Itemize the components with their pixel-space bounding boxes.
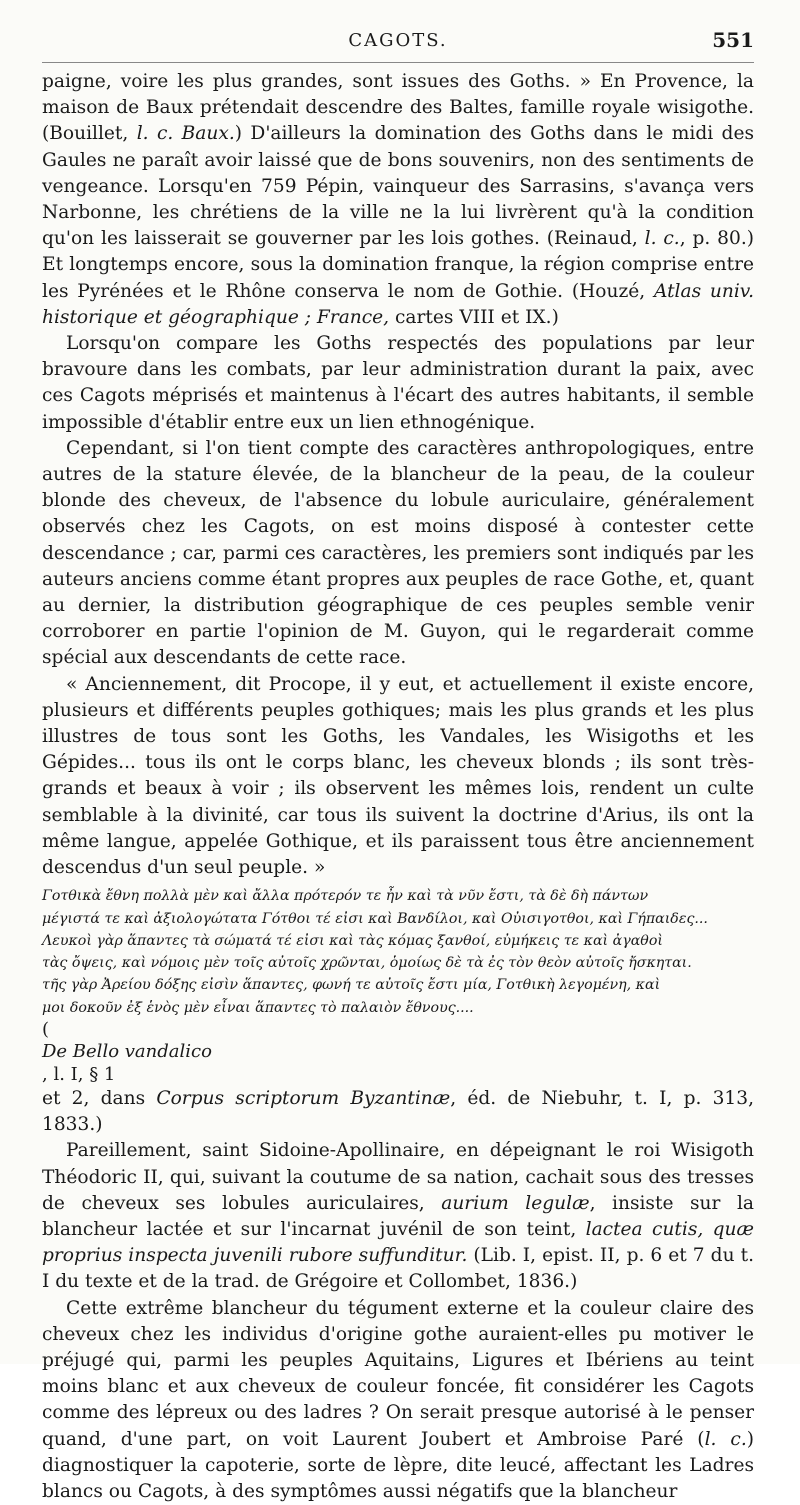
paragraph-6-text-b: ) diagnostiquer la capoterie, sorte de lèpre, dite leucé, affectant les Ladres blancs ou Cagots, à des symptômes aussi négatifs que la blancheur bbox=[42, 1428, 754, 1503]
running-head bbox=[42, 28, 754, 63]
paragraph-5-text-b: , insiste sur la blancheur lactée et sur l'incarnat juvénil de son teint, bbox=[42, 1192, 754, 1240]
page-title: CAGOTS. bbox=[348, 30, 448, 51]
greek-line-5: τῆς γὰρ Ἀρείου δόξης εἰσὶν ἅπαντες, φωνή τε αὐτοῖς ἔστι μία, Γοτθικὴ λεγομένη, καὶ bbox=[42, 977, 661, 994]
paragraph-4-quote: « Anciennement, dit Procope, il y eut, et actuellement il existe encore, plusieurs et différents peuples gothiques; mais les plus grands et les plus illustres de tous sont les Goths, les Vandales, les Wisigoths et les Gépides... tous ils ont le corps blanc, les cheveux blonds ; ils sont très-grands et beaux à voir ; ils observent les mêmes lois, rendent un culte semblable à la divinité, car tous ils suivent la doctrine d'Arius, ils ont la même langue, appelée Gothique, et ils paraissent tous être anciennement descendus d'un seul peuple. » bbox=[42, 673, 754, 879]
paragraph-1-text-a: paigne, voire les plus grandes, sont issues des Goths. » En Provence, la maison de Baux prétendait descendre des Baltes, famille royale wisigothe. (Bouillet, bbox=[42, 71, 754, 145]
paragraph-3: Cependant, si l'on tient compte des caractères anthropologiques, entre autres de la stature élevée, de la blancheur de la peau, de la couleur blonde des cheveux, de l'absence du lobule auriculaire, généralement observés chez les Cagots, on est moins disposé à contester cette descendance ; car, parmi ces caractères, les premiers sont indiqués par les auteurs anciens comme étant propres aux peuples de race Gothe, et, quant au dernier, la distribution géographique de ces peuples semble venir corroborer en partie l'opinion de M. Guyon, qui le regarderait comme spécial aux descendants de cette race. bbox=[42, 437, 754, 669]
citation-line bbox=[42, 1086, 754, 1138]
paragraph-1-italic-b: l. c. bbox=[644, 228, 680, 250]
paragraph-1-text-d: cartes VIII et IX.) bbox=[389, 306, 559, 328]
citation-line-text-a: et 2, dans bbox=[42, 1087, 157, 1109]
paragraph-1-italic-a: l. c. Baux. bbox=[136, 123, 235, 145]
greek-line-3: Λευκοὶ γὰρ ἅπαντες τὰ σώματά τέ εἰσι καὶ τὰς κόμας ξανθοί, εὐμήκεις τε καὶ ἀγαθοὶ bbox=[42, 932, 663, 949]
paragraph-5-text-c: (Lib. I, epist. II, p. 6 et 7 du t. I du texte et de la trad. de Grégoire et Collombet, 1836.) bbox=[42, 1245, 754, 1293]
greek-quotation bbox=[42, 885, 754, 1086]
citation-line-italic: Corpus scriptorum Byzantinæ bbox=[156, 1087, 451, 1109]
page-number: 551 bbox=[712, 28, 754, 52]
paragraph-5-italic-a: aurium legulæ bbox=[441, 1192, 590, 1214]
greek-line-6 bbox=[42, 997, 754, 1086]
greek-line-4: τὰς ὄψεις, καὶ νόμοις μὲν τοῖς αὐτοῖς χρῶνται, ὁμοίως δὲ τὰ ἐς τὸν θεὸν αὐτοῖς ἤσκηται. bbox=[42, 955, 692, 972]
citation-open: ( bbox=[42, 1019, 50, 1041]
paragraph-5-italic-b: lactea cutis, quæ proprius inspecta juvenili rubore suffunditur. bbox=[42, 1218, 754, 1267]
greek-line-2: μέγιστά τε καὶ ἀξιολογώτατα Γότθοι τέ εἰσι καὶ Βανδίλοι, καὶ Οὐισιγοτθοι, καὶ Γήπαιδες... bbox=[42, 910, 708, 927]
paragraph-1-italic-c: Atlas univ. historique et géographique ; France, bbox=[42, 280, 754, 328]
paragraph-1 bbox=[42, 69, 754, 331]
paragraph-5-text-a: Pareillement, saint Sidoine-Apollinaire, en dépeignant le roi Wisigoth Théodoric II, qui, suivant la coutume de sa nation, cachait sous des tresses de cheveux ses lobules auriculaires, bbox=[42, 1140, 754, 1214]
paragraph-2: Lorsqu'on compare les Goths respectés des populations par leur bravoure dans les combats, par leur administration durant la paix, avec ces Cagots méprisés et maintenus à l'écart des autres habitants, il semble impossible d'établir entre eux un lien ethnogénique. bbox=[42, 333, 754, 433]
paragraph-6-text-a: Cette extrême blancheur du tégument externe et la couleur claire des cheveux chez les individus d'origine gothe auraient-elles pu motiver le préjugé qui, parmi les peuples Aquitains, Ligures et Ibériens au teint moins blanc et aux cheveux de couleur foncée, fit considérer les Cagots comme des lépreux ou des ladres ? On serait presque autorisé à le penser quand, d'une part, on voit Laurent Joubert et Ambroise Paré ( bbox=[42, 1297, 754, 1450]
body-text bbox=[42, 69, 754, 1505]
greek-line-1: Γοτθικὰ ἔθνη πολλὰ μὲν καὶ ἄλλα πρότερόν τε ἦν καὶ τὰ νῦν ἔστι, τὰ δὲ δὴ πάντων bbox=[42, 888, 649, 905]
paragraph-6-italic-a: l. c. bbox=[704, 1428, 747, 1450]
citation-ref: , l. I, § 1 bbox=[42, 1063, 116, 1085]
citation-line-text-b: , éd. de Niebuhr, t. I, p. 313, 1833.) bbox=[42, 1087, 755, 1136]
paragraph-5 bbox=[42, 1138, 754, 1295]
paragraph-6 bbox=[42, 1296, 754, 1505]
paragraph-1-text-b: ) D'ailleurs la domination des Goths dans le midi des Gaules ne paraît avoir laissé que de bons souvenirs, non des sentiments de vengeance. Lorsqu'en 759 Pépin, vainqueur des Sarrasins, s'avança vers Narbonne, les chrétiens de la ville ne la lui livrèrent qu'à la condition qu'on les laisserait se gouverner par les lois gothes. (Reinaud, bbox=[42, 123, 754, 250]
paragraph-1-text-c: , p. 80.) Et longtemps encore, sous la domination franque, la région comprise entre les Pyrénées et le Rhône conserva le nom de Gothie. (Houzé, bbox=[42, 228, 754, 302]
greek-line-6-text: μοι δοκοῦν ἐξ ἑνὸς μὲν εἶναι ἅπαντες τὸ παλαιὸν ἔθνους.... bbox=[42, 999, 474, 1016]
citation-title: De Bello vandalico bbox=[42, 1041, 212, 1063]
